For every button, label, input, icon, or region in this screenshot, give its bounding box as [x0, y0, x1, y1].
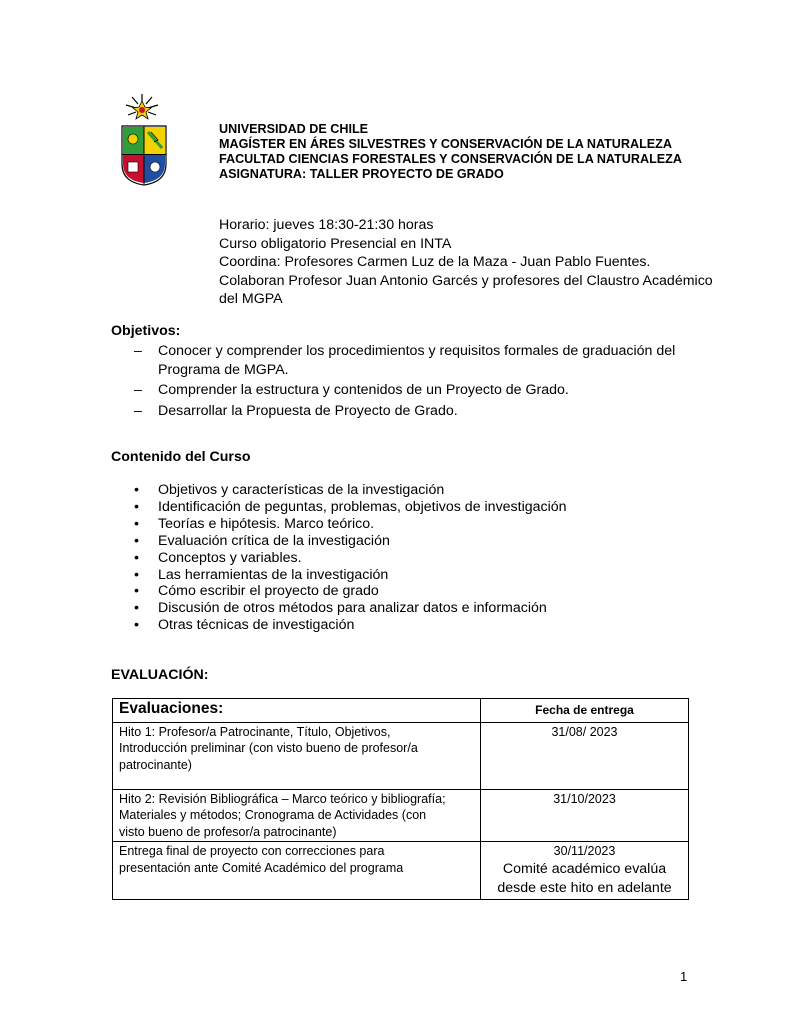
course-collaborators-cont: del MGPA	[219, 291, 283, 308]
header-faculty: FACULTAD CIENCIAS FORESTALES Y CONSERVACIÓN DE LA NATURALEZA	[219, 152, 682, 166]
header-course: ASIGNATURA: TALLER PROYECTO DE GRADO	[219, 167, 504, 181]
bullet-icon: •	[134, 583, 139, 600]
course-coordinators: Coordina: Profesores Carmen Luz de la Maza - Juan Pablo Fuentes.	[219, 254, 651, 271]
list-item	[134, 617, 567, 634]
objective-text: Desarrollar la Propuesta de Proyecto de Grado.	[158, 402, 458, 419]
bullet-icon: •	[134, 515, 139, 532]
table-row	[113, 842, 689, 900]
description-line: Introducción preliminar (con visto bueno de profesor/a	[119, 741, 418, 755]
evaluations-header: Evaluaciones:	[113, 699, 481, 723]
objectives-title: Objetivos:	[111, 323, 181, 339]
objective-text: Comprender la estructura y contenidos de un Proyecto de Grado.	[158, 382, 569, 399]
description-line: Entrega final de proyecto con correcciones para	[119, 844, 385, 858]
course-info	[219, 216, 739, 309]
due-date-header: Fecha de entrega	[481, 699, 689, 723]
objective-text: Conocer y comprender los procedimientos y requisitos formales de graduación del Programa de MGPA.	[158, 343, 676, 378]
bullet-icon: •	[134, 482, 139, 498]
description-line: Hito 1: Profesor/a Patrocinante, Título, Objetivos,	[119, 724, 391, 739]
milestone-description	[113, 789, 481, 842]
bullet-icon: •	[134, 549, 139, 566]
list-item	[134, 381, 714, 400]
milestone-date-cell	[481, 842, 689, 900]
evaluation-title: EVALUACIÓN:	[111, 667, 209, 683]
course-type: Curso obligatorio Presencial en INTA	[219, 235, 452, 252]
dash-bullet: –	[134, 343, 142, 359]
description-line: visto bueno de profesor/a patrocinante)	[119, 824, 337, 839]
header-university: UNIVERSIDAD DE CHILE	[219, 122, 369, 136]
description-line: Hito 2: Revisión Bibliográfica – Marco teórico y bibliografía;	[119, 791, 446, 806]
content-text: Cómo escribir el proyecto de grado	[158, 583, 379, 600]
table-row	[113, 722, 689, 789]
bullet-icon: •	[134, 600, 139, 617]
content-text: Evaluación crítica de la investigación	[158, 532, 390, 549]
description-line: Materiales y métodos; Cronograma de Actividades (con	[119, 808, 427, 822]
list-item	[134, 550, 567, 567]
bullet-icon: •	[134, 617, 139, 634]
milestone-note: desde este hito en adelante	[497, 879, 672, 896]
list-item	[134, 583, 567, 600]
content-text: Las herramientas de la investigación	[158, 566, 389, 583]
evaluation-table	[112, 698, 689, 900]
milestone-description	[113, 842, 481, 900]
page-number: 1	[680, 969, 688, 984]
list-item	[134, 567, 567, 584]
content-text: Objetivos y características de la investigación	[158, 482, 445, 498]
milestone-date: 31/10/2023	[481, 789, 689, 842]
list-item	[134, 482, 567, 499]
list-item	[134, 342, 714, 379]
list-item	[134, 533, 567, 550]
course-collaborators: Colaboran Profesor Juan Antonio Garcés y profesores del Claustro Académico	[219, 272, 713, 289]
objectives-list	[134, 342, 714, 422]
list-item	[134, 516, 567, 533]
dash-bullet: –	[134, 402, 142, 419]
table-row	[113, 789, 689, 842]
university-coat-of-arms-logo	[118, 92, 170, 188]
content-title: Contenido del Curso	[111, 449, 251, 465]
content-text: Identificación de peguntas, problemas, objetivos de investigación	[158, 498, 567, 515]
description-line: patrocinante)	[119, 757, 192, 772]
bullet-icon: •	[134, 532, 139, 549]
list-item	[134, 499, 567, 516]
list-item	[134, 402, 714, 421]
bullet-icon: •	[134, 566, 139, 583]
document-header	[219, 122, 682, 182]
header-program: MAGÍSTER EN ÁRES SILVESTRES Y CONSERVACIÓN DE LA NATURALEZA	[219, 137, 672, 151]
milestone-date: 31/08/ 2023	[481, 722, 689, 789]
table-header-row	[113, 699, 689, 723]
content-text: Discusión de otros métodos para analizar datos e información	[158, 600, 547, 617]
milestone-date: 30/11/2023	[553, 844, 616, 858]
content-text: Conceptos y variables.	[158, 549, 302, 566]
milestone-description	[113, 722, 481, 789]
course-schedule: Horario: jueves 18:30-21:30 horas	[219, 217, 434, 233]
milestone-note: Comité académico evalúa	[502, 860, 667, 877]
content-text: Teorías e hipótesis. Marco teórico.	[158, 515, 375, 532]
bullet-icon: •	[134, 498, 139, 515]
content-text: Otras técnicas de investigación	[158, 617, 355, 634]
description-line: presentación ante Comité Académico del programa	[119, 860, 404, 875]
content-list	[134, 482, 567, 634]
list-item	[134, 600, 567, 617]
dash-bullet: –	[134, 382, 142, 399]
